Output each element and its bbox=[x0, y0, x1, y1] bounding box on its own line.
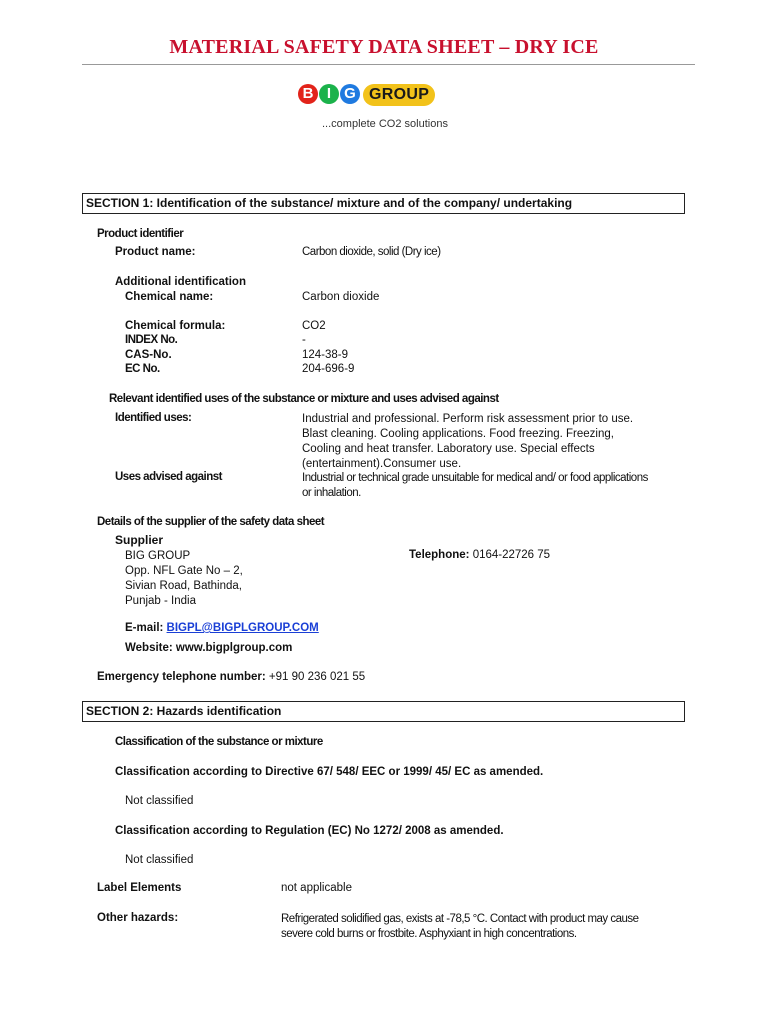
index-no-value: - bbox=[302, 334, 306, 346]
label-elements-label: Label Elements bbox=[97, 882, 182, 894]
logo-letter-i: I bbox=[319, 84, 339, 104]
email-line bbox=[125, 622, 319, 634]
relevant-uses-heading: Relevant identified uses of the substance or mixture and uses advised against bbox=[109, 393, 499, 405]
emergency-label: Emergency telephone number: bbox=[97, 671, 266, 683]
index-no-label: INDEX No. bbox=[125, 334, 178, 346]
ec-no-label: EC No. bbox=[125, 363, 160, 375]
uses-advised-against-value: Industrial or technical grade unsuitable for medical and/ or food applications or inhalation. bbox=[302, 472, 648, 499]
other-hazards-label: Other hazards: bbox=[97, 912, 179, 924]
chemical-name-label: Chemical name: bbox=[125, 291, 214, 303]
cas-no-value: 124-38-9 bbox=[302, 349, 349, 361]
other-hazards-value: Refrigerated solidified gas, exists at -78,5 °C. Contact with product may cause severe cold burns or frostbite. Asphyxiant in high concentrations. bbox=[281, 913, 639, 940]
telephone-line bbox=[409, 549, 550, 561]
chemical-formula-label: Chemical formula: bbox=[125, 320, 226, 332]
directive-heading: Classification according to Directive 67/ 548/ EEC or 1999/ 45/ EC as amended. bbox=[115, 766, 544, 778]
big-group-logo bbox=[298, 84, 470, 134]
supplier-label: Supplier bbox=[115, 533, 164, 547]
uses-advised-against-label: Uses advised against bbox=[115, 471, 222, 483]
regulation-value: Not classified bbox=[125, 854, 194, 866]
website-line: Website: www.bigplgroup.com bbox=[125, 642, 293, 654]
product-name-value: Carbon dioxide, solid (Dry ice) bbox=[302, 246, 441, 258]
supplier-details-heading: Details of the supplier of the safety data sheet bbox=[97, 516, 325, 528]
email-label: E-mail: bbox=[125, 622, 164, 634]
supplier-address: BIG GROUP Opp. NFL Gate No – 2, Sivian Road, Bathinda, Punjab - India bbox=[125, 550, 243, 607]
label-elements-value: not applicable bbox=[281, 882, 352, 894]
chemical-name-value: Carbon dioxide bbox=[302, 291, 380, 303]
product-name-label: Product name: bbox=[115, 246, 196, 258]
section-2-heading: SECTION 2: Hazards identification bbox=[82, 701, 685, 722]
emergency-value: +91 90 236 021 55 bbox=[268, 671, 366, 683]
identified-uses-label: Identified uses: bbox=[115, 412, 192, 424]
directive-value: Not classified bbox=[125, 795, 194, 807]
additional-identification-heading: Additional identification bbox=[115, 276, 246, 288]
title-divider bbox=[82, 64, 695, 65]
classification-heading: Classification of the substance or mixture bbox=[115, 736, 323, 748]
logo-tagline: ...complete CO2 solutions bbox=[322, 118, 448, 130]
logo-letter-b: B bbox=[298, 84, 318, 104]
section-1-heading: SECTION 1: Identification of the substance/ mixture and of the company/ undertaking bbox=[82, 193, 685, 214]
logo-letter-g: G bbox=[340, 84, 360, 104]
emergency-line bbox=[97, 671, 365, 683]
document-title: MATERIAL SAFETY DATA SHEET – DRY ICE bbox=[169, 36, 599, 58]
cas-no-label: CAS-No. bbox=[125, 349, 172, 361]
ec-no-value: 204-696-9 bbox=[302, 363, 355, 375]
telephone-value: 0164-22726 75 bbox=[472, 549, 551, 561]
chemical-formula-value: CO2 bbox=[302, 320, 326, 332]
telephone-label: Telephone: bbox=[409, 549, 470, 561]
regulation-heading: Classification according to Regulation (EC) No 1272/ 2008 as amended. bbox=[115, 825, 504, 837]
email-link[interactable]: BIGPL@BIGPLGROUP.COM bbox=[166, 622, 319, 634]
identified-uses-value: Industrial and professional. Perform risk assessment prior to use. Blast cleaning. Cooling applications. Food freezing. Freezing, Cooling and heat transfer. Laboratory use. Special effects (entertainment).Consumer use. bbox=[302, 413, 634, 470]
product-identifier-heading: Product identifier bbox=[97, 228, 184, 240]
logo-word-group: GROUP bbox=[363, 84, 435, 106]
